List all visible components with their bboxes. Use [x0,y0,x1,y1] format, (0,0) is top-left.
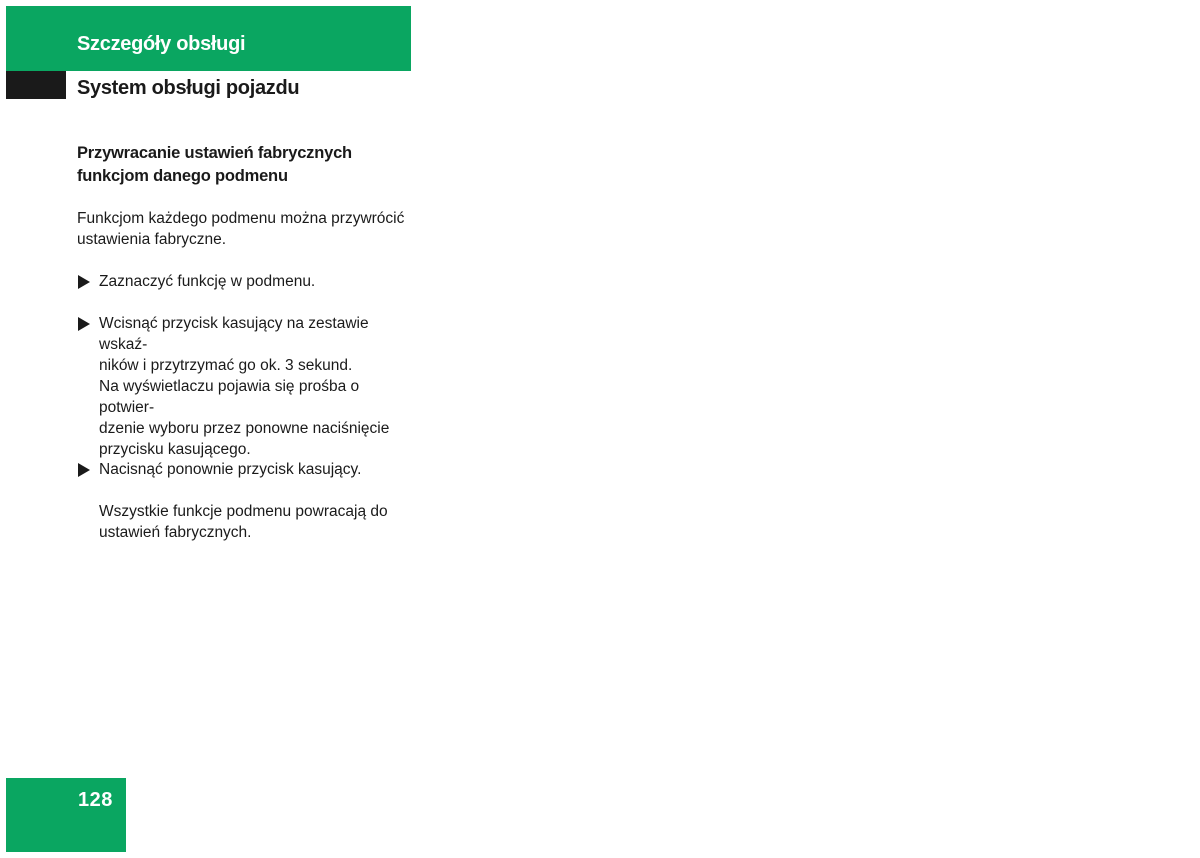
step-item [77,459,417,480]
chapter-marker [6,71,66,99]
arrow-bullet-icon [78,275,90,289]
step-line: ników i przytrzymać go ok. 3 sekund. [99,357,353,374]
subheading [77,142,407,188]
step-result [99,376,415,460]
section-title: Szczegóły obsługi [77,33,246,55]
arrow-bullet-icon [78,463,90,477]
result-line: Wszystkie funkcje podmenu powracają do [99,503,388,520]
result-line: przycisku kasującego. [99,441,251,458]
arrow-bullet-icon [78,317,90,331]
intro-paragraph [77,208,413,250]
result-line: Na wyświetlaczu pojawia się prośba o potwier- [99,378,360,416]
page-number: 128 [78,789,113,811]
chapter-title: System obsługi pojazdu [77,77,300,99]
step-line: Wcisnąć przycisk kasujący na zestawie wskaź- [99,315,369,353]
intro-line: Funkcjom każdego podmenu można przywrócić [77,210,405,227]
step-result [99,501,415,543]
subheading-line: funkcjom danego podmenu [77,167,288,185]
step-line: Zaznaczyć funkcję w podmenu. [99,273,316,290]
step-item [77,271,417,292]
subheading-line: Przywracanie ustawień fabrycznych [77,144,352,162]
result-line: ustawień fabrycznych. [99,524,252,541]
intro-line: ustawienia fabryczne. [77,231,227,248]
step-item [77,313,417,376]
step-line: Nacisnąć ponownie przycisk kasujący. [99,461,362,478]
result-line: dzenie wyboru przez ponowne naciśnięcie [99,420,390,437]
